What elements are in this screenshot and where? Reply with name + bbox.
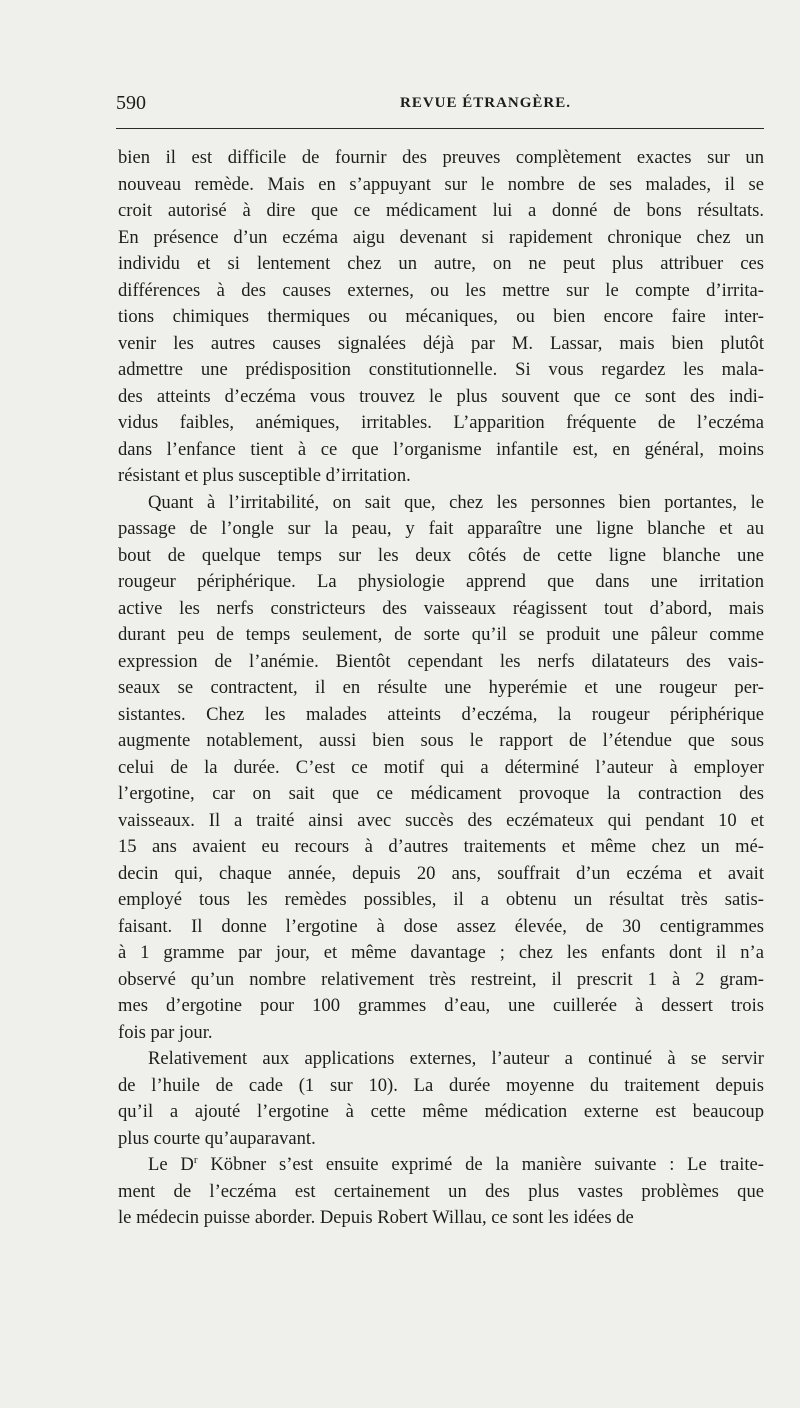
paragraph-line: admettre une prédisposition constitutionnelle. Si vous regardez les mala- bbox=[118, 359, 764, 380]
paragraph-line: qu’il a ajouté l’ergotine à cette même médication externe est beaucoup bbox=[118, 1101, 764, 1122]
paragraph-line: plus courte qu’auparavant. bbox=[118, 1127, 316, 1149]
paragraph-line: employé tous les remèdes possibles, il a obtenu un résultat très satis- bbox=[118, 889, 764, 910]
paragraph-line: bien il est difficile de fournir des preuves complètement exactes sur un bbox=[118, 147, 764, 168]
paragraph-line: différences à des causes externes, ou les mettre sur le compte d’irrita- bbox=[118, 279, 764, 301]
paragraph-3 bbox=[118, 1046, 764, 1152]
paragraph-line: 15 ans avaient eu recours à d’autres traitements et même chez un mé- bbox=[118, 836, 764, 857]
paragraph-line: passage de l’ongle sur la peau, y fait apparaître une ligne blanche et au bbox=[118, 518, 764, 539]
page-header bbox=[116, 92, 764, 118]
paragraph-line: active les nerfs constricteurs des vaisseaux réagissent tout d’abord, mais bbox=[118, 597, 764, 619]
paragraph-2 bbox=[118, 490, 764, 1047]
paragraph-line: mes d’ergotine pour 100 grammes d’eau, une cuillerée à dessert trois bbox=[118, 995, 764, 1016]
page-number: 590 bbox=[116, 92, 146, 114]
paragraph-line: Quant à l’irritabilité, on sait que, chez les personnes bien portantes, le bbox=[148, 491, 764, 513]
paragraph-line: expression de l’anémie. Bientôt cependant les nerfs dilatateurs des vais- bbox=[118, 650, 764, 672]
paragraph-line: vidus faibles, anémiques, irritables. L’apparition fréquente de l’eczéma bbox=[118, 412, 764, 433]
paragraph-line: Le $D^r$ Köbner s’est ensuite exprimé de la manière suivante : Le traite- bbox=[148, 1153, 765, 1175]
paragraph-line: fois par jour. bbox=[118, 1021, 213, 1043]
paragraph-line: decin qui, chaque année, depuis 20 ans, souffrait d’un eczéma et avait bbox=[118, 862, 764, 884]
paragraph-line: celui de la durée. C’est ce motif qui a déterminé l’auteur à employer bbox=[118, 756, 764, 778]
paragraph-line: augmente notablement, aussi bien sous le rapport de l’étendue que sous bbox=[118, 730, 764, 751]
body-text bbox=[118, 145, 764, 1232]
paragraph-line: ment de l’eczéma est certainement un des plus vastes problèmes que bbox=[118, 1180, 764, 1202]
paragraph-line: Relativement aux applications externes, l’auteur a continué à se servir bbox=[148, 1048, 764, 1069]
paragraph-line: individu et si lentement chez un autre, on ne peut plus attribuer ces bbox=[118, 253, 764, 274]
running-title: REVUE ÉTRANGÈRE. bbox=[400, 95, 572, 111]
paragraph-line: des atteints d’eczéma vous trouvez le plus souvent que ce sont des indi- bbox=[118, 385, 764, 407]
paragraph-line: rougeur périphérique. La physiologie apprend que dans une irritation bbox=[118, 571, 764, 592]
paragraph-line: résistant et plus susceptible d’irritation. bbox=[118, 465, 411, 486]
superscript: r bbox=[193, 1153, 198, 1166]
paragraph-4 bbox=[118, 1152, 764, 1232]
paragraph-4-rest bbox=[118, 1179, 764, 1232]
paragraph-line: nouveau remède. Mais en s’appuyant sur le nombre de ses malades, il se bbox=[118, 173, 764, 195]
paragraph-line: dans l’enfance tient à ce que l’organisme infantile est, en général, moins bbox=[118, 438, 764, 460]
paragraph-1 bbox=[118, 145, 764, 490]
paragraph-line: durant peu de temps seulement, de sorte qu’il se produit une pâleur comme bbox=[118, 624, 764, 645]
paragraph-line: tions chimiques thermiques ou mécaniques, ou bien encore faire inter- bbox=[118, 306, 764, 327]
header-rule bbox=[116, 128, 764, 129]
paragraph-line: croit autorisé à dire que ce médicament lui a donné de bons résultats. bbox=[118, 200, 764, 221]
paragraph-line: En présence d’un eczéma aigu devenant si rapidement chronique chez un bbox=[118, 226, 764, 248]
paragraph-line: de l’huile de cade (1 sur 10). La durée moyenne du traitement depuis bbox=[118, 1074, 764, 1096]
paragraph-line: vaisseaux. Il a traité ainsi avec succès des eczémateux qui pendant 10 et bbox=[118, 809, 764, 831]
paragraph-line: bout de quelque temps sur les deux côtés de cette ligne blanche une bbox=[118, 544, 764, 566]
paragraph-line: sistantes. Chez les malades atteints d’eczéma, la rougeur périphérique bbox=[118, 703, 764, 725]
paragraph-line: l’ergotine, car on sait que ce médicament provoque la contraction des bbox=[118, 783, 764, 804]
paragraph-line: à 1 gramme par jour, et même davantage ; chez les enfants dont il n’a bbox=[118, 942, 764, 963]
paragraph-line: venir les autres causes signalées déjà par M. Lassar, mais bien plutôt bbox=[118, 332, 764, 354]
paragraph-line: seaux se contractent, il en résulte une hyperémie et une rougeur per- bbox=[118, 677, 764, 698]
paragraph-line: faisant. Il donne l’ergotine à dose assez élevée, de 30 centigrammes bbox=[118, 915, 764, 937]
paragraph-line: observé qu’un nombre relativement très restreint, il prescrit 1 à 2 gram- bbox=[118, 968, 764, 990]
paragraph-line: le médecin puisse aborder. Depuis Robert Willau, ce sont les idées de bbox=[118, 1207, 634, 1228]
